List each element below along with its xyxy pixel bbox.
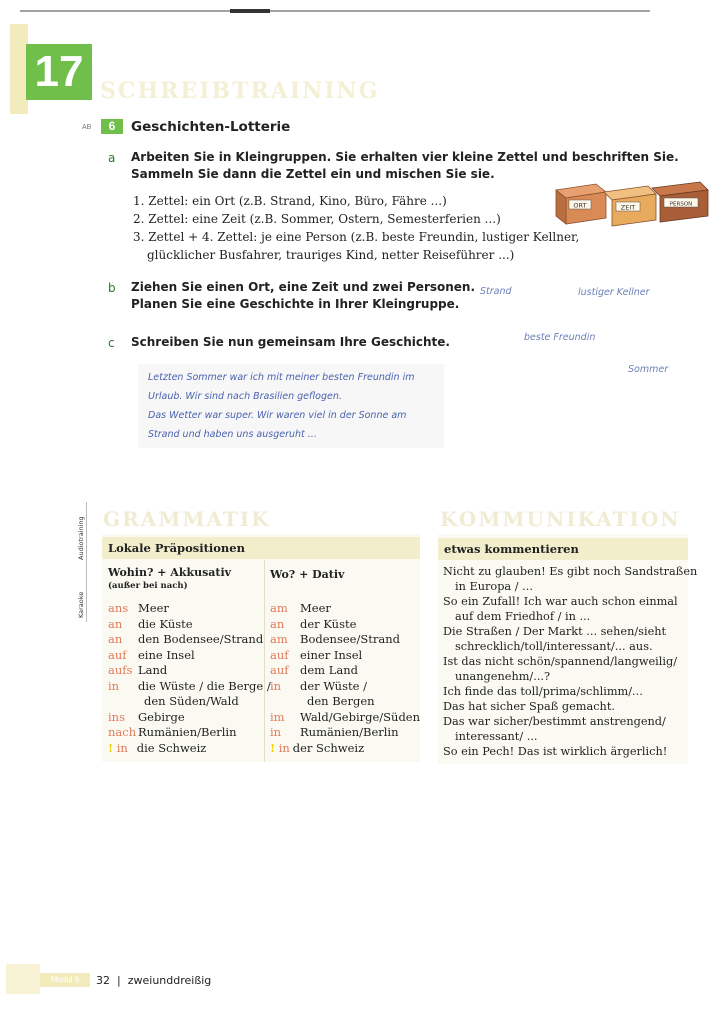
phrase-line: auf dem Friedhof / in ...	[455, 610, 591, 623]
grammar-row	[270, 648, 420, 664]
grammar-row	[108, 617, 271, 633]
phrase: der Schweiz	[292, 740, 365, 755]
task-c-letter: c	[108, 336, 115, 350]
grammar-row	[270, 725, 420, 741]
task-a-text	[131, 149, 679, 183]
task-a-line: Sammeln Sie dann die Zettel ein und mischen Sie sie.	[131, 167, 495, 181]
phrase-line: Ich finde das toll/prima/schlimm/...	[443, 685, 643, 698]
exclamation-icon: !	[108, 740, 114, 755]
phrase: Wald/Gebirge/Süden	[300, 709, 421, 724]
list-item: 3. Zettel + 4. Zettel: je eine Person (z.B. beste Freundin, lustiger Kellner,	[133, 230, 580, 244]
example-line: Urlaub. Wir sind nach Brasilien geflogen.	[148, 391, 342, 402]
phrase-line: schrecklich/toll/interessant/... aus.	[455, 640, 653, 653]
preposition: in	[108, 678, 120, 693]
task-a-list	[133, 192, 579, 264]
footer-strip	[6, 964, 40, 994]
task-a-letter: a	[108, 151, 116, 165]
communication-heading: etwas kommentieren	[444, 542, 579, 556]
grammar-col2-head: Wo? + Dativ	[270, 568, 345, 581]
phrase-line: Das hat sicher Spaß gemacht.	[443, 700, 615, 713]
preposition: ins	[108, 709, 125, 724]
note-strand: Strand	[480, 286, 512, 297]
module-tab: Modul 6	[40, 973, 90, 987]
grammar-row	[270, 601, 420, 617]
phrase: Gebirge	[138, 709, 185, 724]
grammar-row	[108, 663, 271, 679]
phrase-line: interessant/ ...	[455, 730, 538, 743]
exclamation-icon: !	[270, 740, 276, 755]
preposition: im	[270, 709, 285, 724]
phrase: einer Insel	[300, 647, 363, 662]
grammar-row	[270, 679, 420, 695]
box-label-ort: ORT	[573, 201, 587, 210]
grammar-row	[108, 601, 271, 617]
example-line: Strand und haben uns ausgeruht ...	[148, 429, 317, 440]
phrase-line: unangenehm/...?	[455, 670, 551, 683]
top-rule	[20, 10, 650, 12]
note-freundin: beste Freundin	[524, 332, 596, 343]
phrase: Rumänien/Berlin	[138, 725, 237, 739]
box-label-zeit: ZEIT	[620, 203, 636, 212]
preposition: an	[108, 632, 123, 646]
phrase-line: in Europa / ...	[455, 580, 533, 593]
preposition: ans	[108, 601, 129, 615]
grammar-row	[108, 679, 271, 695]
task-b-text	[131, 279, 475, 313]
phrase-line: So ein Pech! Das ist wirklich ärgerlich!	[443, 745, 668, 758]
phrase: Meer	[300, 601, 331, 615]
grammar-col1-head: Wohin? + Akkusativ	[108, 566, 232, 579]
chapter-number: 17	[26, 44, 92, 100]
page-number: 32	[96, 974, 110, 987]
phrase: Meer	[138, 601, 169, 615]
phrase: die Schweiz	[136, 740, 207, 755]
list-item: 2. Zettel: eine Zeit (z.B. Sommer, Ostern, Semesterferien ...)	[133, 212, 501, 226]
grammar-section-title: GRAMMATIK	[103, 507, 271, 531]
exercise-number: 6	[101, 119, 123, 134]
list-item: glücklicher Busfahrer, trauriges Kind, netter Reiseführer ...)	[147, 248, 515, 262]
example-text	[148, 368, 414, 444]
preposition: in	[270, 725, 282, 739]
phrase: die Küste	[138, 616, 193, 631]
section-title: SCHREIBTRAINING	[100, 78, 380, 104]
sidebar-divider	[86, 502, 87, 622]
preposition: am	[270, 632, 288, 646]
grammar-row	[108, 648, 271, 664]
preposition: auf	[270, 663, 289, 677]
note-kellner: lustiger Kellner	[578, 287, 650, 298]
footer-separator: |	[117, 974, 121, 987]
preposition: an	[270, 616, 285, 631]
phrase-line: Ist das nicht schön/spannend/langweilig/	[443, 655, 678, 668]
grammar-row	[108, 710, 271, 726]
grammar-row	[108, 632, 271, 648]
task-b-line: Ziehen Sie einen Ort, eine Zeit und zwei Personen.	[131, 280, 476, 294]
task-b-line: Planen Sie eine Geschichte in Ihrer Kleingruppe.	[131, 297, 460, 311]
grammar-row	[270, 741, 420, 757]
preposition: in	[278, 740, 290, 755]
task-b-letter: b	[108, 281, 116, 295]
ab-label: AB	[82, 124, 92, 131]
phrase-line: So ein Zufall! Ich war auch schon einmal	[443, 595, 678, 608]
phrase: Bodensee/Strand	[300, 632, 400, 646]
communication-phrases	[443, 564, 697, 759]
task-a-line: Arbeiten Sie in Kleingruppen. Sie erhalten vier kleine Zettel und beschriften Sie.	[131, 150, 679, 164]
grammar-row	[108, 741, 271, 757]
list-item: 1. Zettel: ein Ort (z.B. Strand, Kino, Büro, Fähre ...)	[133, 194, 447, 208]
grammar-row	[270, 694, 420, 710]
phrase: den Bodensee/Strand	[138, 632, 264, 646]
grammar-col2-list	[270, 601, 420, 756]
phrase: den Bergen	[307, 694, 375, 708]
preposition: in	[116, 740, 128, 755]
grammar-row	[270, 710, 420, 726]
exercise-title: Geschichten-Lotterie	[131, 119, 291, 135]
phrase: der Küste	[300, 616, 357, 631]
grammar-row	[108, 694, 271, 710]
phrase-line: Das war sicher/bestimmt anstrengend/	[443, 715, 666, 728]
phrase: eine Insel	[138, 647, 195, 662]
communication-section-title: KOMMUNIKATION	[440, 507, 681, 531]
task-c-text: Schreiben Sie nun gemeinsam Ihre Geschichte.	[131, 335, 450, 349]
grammar-row	[270, 632, 420, 648]
box-label-person: PERSON	[669, 201, 693, 208]
phrase: der Wüste /	[300, 678, 367, 693]
example-line: Das Wetter war super. Wir waren viel in der Sonne am	[148, 410, 407, 421]
phrase: die Wüste / die Berge /	[138, 678, 271, 693]
phrase: den Süden/Wald	[144, 694, 239, 708]
phrase-line: Die Straßen / Der Markt ... sehen/sieht	[443, 625, 667, 638]
phrase-line: Nicht zu glauben! Es gibt noch Sandstraßen	[443, 565, 698, 578]
grammar-row	[108, 725, 271, 741]
note-sommer: Sommer	[628, 364, 669, 375]
preposition: aufs	[108, 663, 133, 677]
page-footer	[96, 974, 211, 987]
preposition: am	[270, 601, 288, 615]
grammar-row	[270, 617, 420, 633]
preposition: an	[108, 616, 123, 631]
phrase: Rumänien/Berlin	[300, 725, 399, 739]
sidebar-karaoke[interactable]: Karaoke	[77, 591, 85, 618]
preposition: nach	[108, 725, 137, 739]
example-line: Letzten Sommer war ich mit meiner besten Freundin im	[148, 372, 415, 383]
sidebar-audiotraining[interactable]: Audiotraining	[77, 516, 85, 560]
phrase: Land	[138, 663, 168, 677]
top-rule-mark	[230, 9, 270, 13]
lottery-boxes-illustration	[552, 180, 712, 230]
phrase: dem Land	[300, 663, 358, 677]
grammar-col1-list	[108, 601, 271, 756]
grammar-col1-sub: (außer bei nach)	[108, 581, 188, 591]
preposition: in	[270, 678, 282, 693]
preposition: auf	[270, 647, 289, 662]
grammar-row	[270, 663, 420, 679]
preposition: auf	[108, 647, 127, 662]
page-word: zweiunddreißig	[127, 974, 212, 987]
grammar-heading: Lokale Präpositionen	[108, 541, 245, 555]
